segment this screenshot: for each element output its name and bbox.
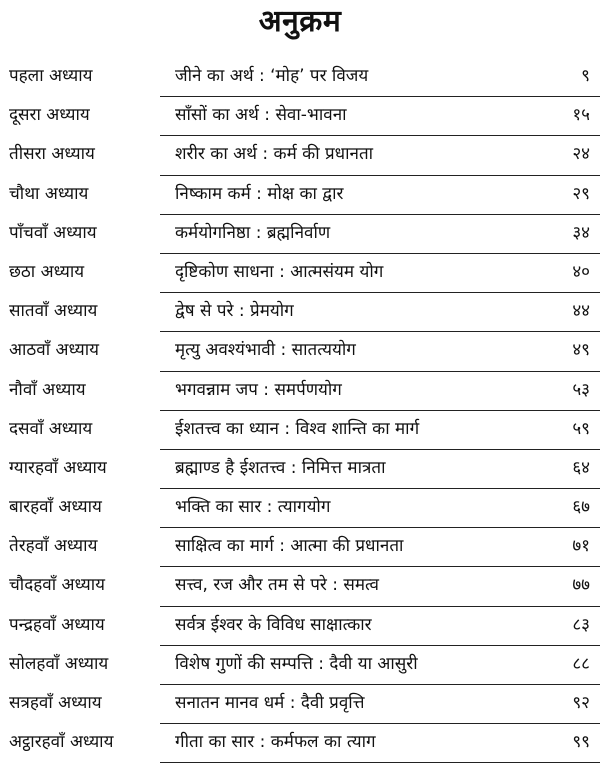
chapter-label: दसवाँ अध्याय <box>9 418 93 439</box>
chapter-label: तीसरा अध्याय <box>9 144 95 165</box>
chapter-title: साक्षित्व का मार्ग : आत्मा की प्रधानता <box>175 536 404 557</box>
toc-entry <box>0 293 600 332</box>
page-number: ३४ <box>572 222 590 243</box>
page-number: ७७ <box>572 575 590 596</box>
chapter-title: ईशतत्त्व का ध्यान : विश्व शान्ति का मार्ग <box>175 418 420 439</box>
toc-entry <box>0 254 600 293</box>
toc-entry <box>0 489 600 528</box>
page-number: ९९ <box>572 732 590 753</box>
page-number: ४४ <box>572 301 590 322</box>
toc-entry <box>0 607 600 646</box>
chapter-title: कर्मयोगनिष्ठा : ब्रह्मनिर्वाण <box>175 222 331 243</box>
toc-entry <box>0 646 600 685</box>
chapter-title: मृत्यु अवश्यंभावी : सातत्ययोग <box>175 340 356 361</box>
toc-entry <box>0 176 600 215</box>
chapter-label: सातवाँ अध्याय <box>9 301 98 322</box>
page-number: ४९ <box>572 340 590 361</box>
page-number: ८३ <box>572 614 590 635</box>
toc-entry <box>0 567 600 606</box>
chapter-label: नौवाँ अध्याय <box>9 379 86 400</box>
chapter-title: ब्रह्माण्ड है ईशतत्त्व : निमित्त मात्रता <box>175 457 386 478</box>
chapter-title: दृष्टिकोण साधना : आत्मसंयम योग <box>175 261 384 282</box>
page-number: ६७ <box>572 497 590 518</box>
page-number: ५३ <box>572 379 590 400</box>
toc-entry <box>0 685 600 724</box>
page-number: २९ <box>572 183 590 204</box>
page-number: ६४ <box>572 457 590 478</box>
chapter-title: गीता का सार : कर्मफल का त्याग <box>175 732 376 753</box>
page-number: ९ <box>581 66 590 86</box>
toc-entry <box>0 450 600 489</box>
chapter-label: सोलहवाँ अध्याय <box>9 653 109 674</box>
chapter-title: विशेष गुणों की सम्पत्ति : दैवी या आसुरी <box>175 653 418 674</box>
table-of-contents <box>0 58 600 763</box>
page-number: ९२ <box>572 693 590 713</box>
page-number: १५ <box>572 105 590 126</box>
toc-entry <box>0 411 600 450</box>
chapter-label: बारहवाँ अध्याय <box>9 497 102 518</box>
chapter-label: आठवाँ अध्याय <box>9 340 100 361</box>
toc-entry <box>0 58 600 97</box>
toc-entry <box>0 215 600 254</box>
page-number: ८८ <box>572 653 590 674</box>
chapter-title: शरीर का अर्थ : कर्म की प्रधानता <box>175 144 374 165</box>
chapter-title: सनातन मानव धर्म : दैवी प्रवृत्ति <box>175 693 365 713</box>
toc-entry <box>0 372 600 411</box>
chapter-title: सर्वत्र ईश्वर के विविध साक्षात्कार <box>175 614 372 635</box>
chapter-label: पन्द्रहवाँ अध्याय <box>9 614 105 635</box>
chapter-label: सत्रहवाँ अध्याय <box>9 693 102 713</box>
chapter-label: पाँचवाँ अध्याय <box>9 222 97 243</box>
chapter-title: भगवन्नाम जप : समर्पणयोग <box>175 379 342 400</box>
entry-divider <box>160 762 600 763</box>
chapter-label: दूसरा अध्याय <box>9 105 90 126</box>
chapter-title: सत्त्व, रज और तम से परे : समत्व <box>175 575 379 596</box>
page-number: ४० <box>572 261 590 282</box>
page-number: २४ <box>572 144 590 165</box>
chapter-label: पहला अध्याय <box>9 66 93 86</box>
page-title: अनुक्रम <box>258 4 342 39</box>
toc-entry <box>0 97 600 136</box>
chapter-label: छठा अध्याय <box>9 261 85 282</box>
toc-entry <box>0 136 600 175</box>
page-number: ५९ <box>572 418 590 439</box>
chapter-title: साँसों का अर्थ : सेवा-भावना <box>175 105 347 126</box>
chapter-title: द्वेष से परे : प्रेमयोग <box>175 301 294 322</box>
chapter-label: चौदहवाँ अध्याय <box>9 575 106 596</box>
chapter-label: चौथा अध्याय <box>9 183 89 204</box>
toc-entry <box>0 332 600 371</box>
page-number: ७१ <box>572 536 590 557</box>
toc-entry <box>0 528 600 567</box>
chapter-label: तेरहवाँ अध्याय <box>9 536 98 557</box>
chapter-label: ग्यारहवाँ अध्याय <box>9 457 107 478</box>
chapter-title: निष्काम कर्म : मोक्ष का द्वार <box>175 183 344 204</box>
chapter-title: जीने का अर्थ : ‘मोह’ पर विजय <box>175 66 369 86</box>
chapter-title: भक्ति का सार : त्यागयोग <box>175 497 331 518</box>
chapter-label: अट्ठारहवाँ अध्याय <box>9 732 114 753</box>
toc-entry <box>0 724 600 763</box>
